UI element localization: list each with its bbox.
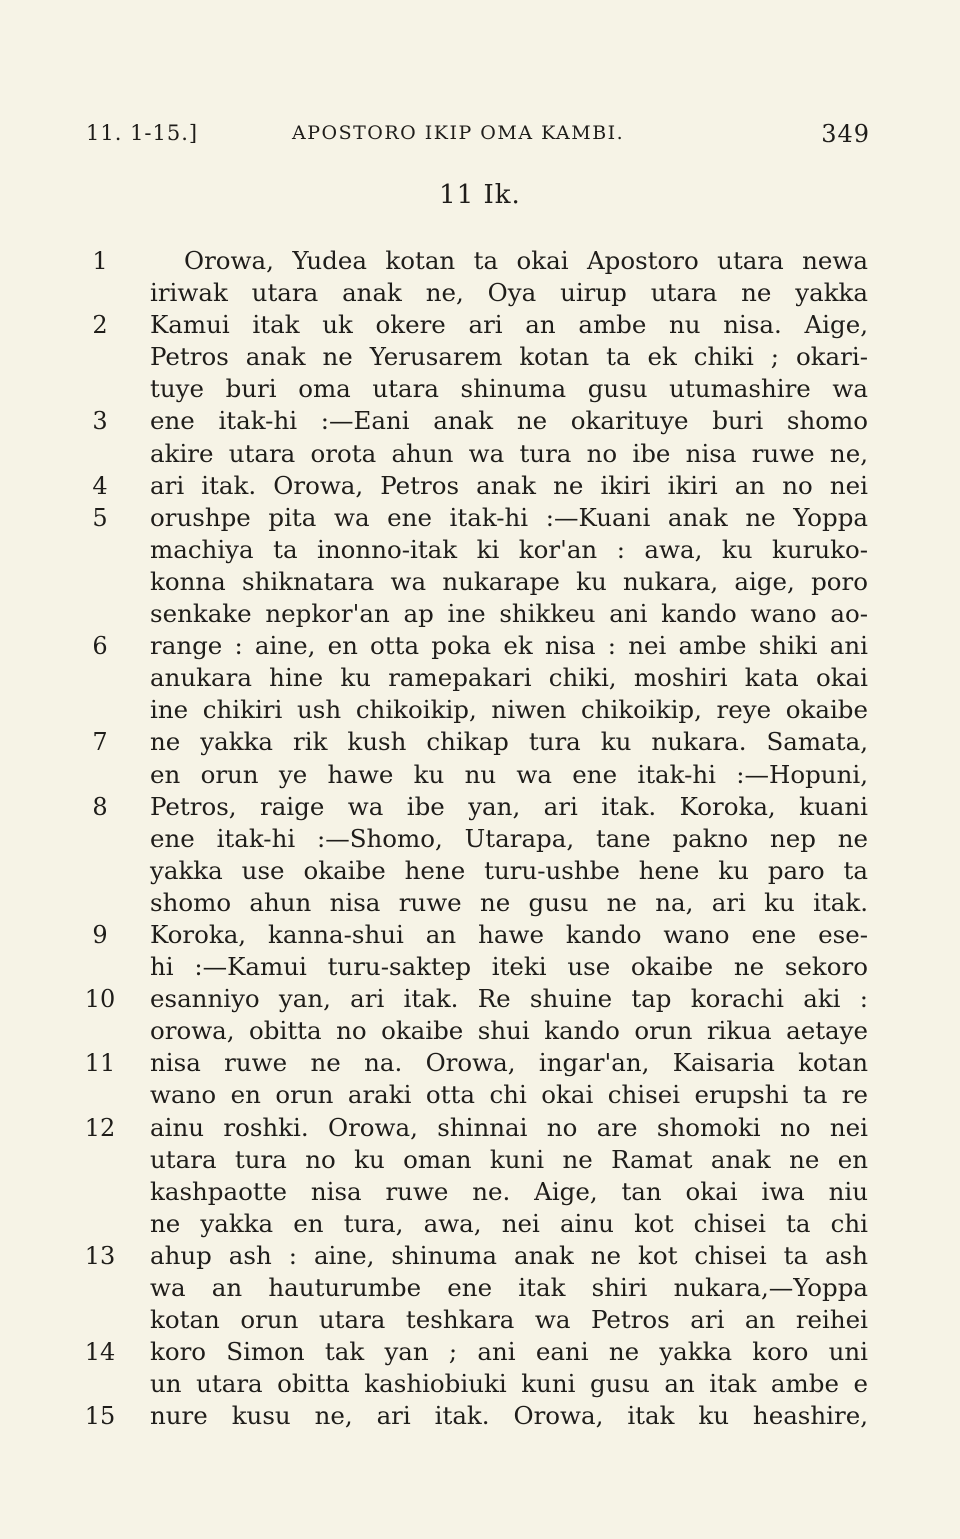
line-text: ene itak-hi :—Shomo, Utarapa, tane pakno nep ne bbox=[150, 823, 868, 853]
verse-number: 9 bbox=[92, 920, 108, 949]
line-text: anukara hine ku ramepakari chiki, moshiri kata okai bbox=[150, 663, 868, 693]
text-line bbox=[80, 1112, 880, 1144]
text-line bbox=[80, 1015, 880, 1047]
line-text: range : aine, en otta poka ek nisa : nei ambe shiki ani bbox=[150, 631, 868, 661]
line-text: wa an hauturumbe ene itak shiri nukara,—Yoppa bbox=[150, 1273, 868, 1302]
verse-number: 7 bbox=[92, 728, 108, 757]
text-line bbox=[80, 405, 880, 437]
text-line bbox=[80, 983, 880, 1015]
text-line bbox=[80, 373, 880, 405]
text-line bbox=[80, 277, 880, 309]
line-text: nure kusu ne, ari itak. Orowa, itak ku heashire, bbox=[150, 1401, 868, 1431]
running-title: APOSTORO IKIP OMA KAMBI. bbox=[292, 122, 625, 144]
text-line bbox=[80, 1304, 880, 1336]
text-line bbox=[80, 630, 880, 662]
text-line bbox=[80, 566, 880, 598]
chapter-heading: 11 Ik. bbox=[439, 180, 521, 210]
line-text: ne yakka rik kush chikap tura ku nukara. Samata, bbox=[150, 727, 868, 757]
page-number: 349 bbox=[821, 120, 870, 148]
running-header bbox=[86, 121, 870, 151]
line-text: ahup ash : aine, shinuma anak ne kot chisei ta ash bbox=[150, 1240, 868, 1270]
text-line bbox=[80, 1368, 880, 1400]
line-text: Petros anak ne Yerusarem kotan ta ek chiki ; okari- bbox=[150, 342, 868, 372]
line-text: Koroka, kanna-shui an hawe kando wano ene ese- bbox=[150, 919, 868, 949]
line-text: senkake nepkor'an ap ine shikkeu ani kando wano ao- bbox=[150, 599, 868, 629]
line-text: koro Simon tak yan ; ani eani ne yakka koro uni bbox=[150, 1337, 868, 1367]
line-text: esanniyo yan, ari itak. Re shuine tap korachi aki : bbox=[150, 984, 868, 1014]
text-line bbox=[80, 726, 880, 758]
verse-number: 8 bbox=[92, 792, 108, 821]
verse-number: 12 bbox=[84, 1113, 116, 1142]
line-text: Petros, raige wa ibe yan, ari itak. Koroka, kuani bbox=[150, 791, 868, 821]
verse-number: 4 bbox=[92, 471, 108, 500]
text-line bbox=[80, 855, 880, 887]
line-text: ari itak. Orowa, Petros anak ne ikiri ikiri an no nei bbox=[150, 470, 868, 500]
line-text: akire utara orota ahun wa tura no ibe nisa ruwe ne, bbox=[150, 438, 868, 468]
text-line bbox=[80, 1336, 880, 1368]
line-text: ainu roshki. Orowa, shinnai no are shomoki no nei bbox=[150, 1112, 868, 1142]
line-text: un utara obitta kashiobiuki kuni gusu an itak ambe e bbox=[150, 1369, 868, 1399]
verse-number: 1 bbox=[92, 247, 108, 275]
text-line bbox=[80, 694, 880, 726]
text-line bbox=[80, 662, 880, 694]
text-line bbox=[80, 759, 880, 791]
line-text: kashpaotte nisa ruwe ne. Aige, tan okai iwa niu bbox=[150, 1176, 868, 1206]
verse-number: 14 bbox=[84, 1338, 116, 1367]
line-text: kotan orun utara teshkara wa Petros ari an reihei bbox=[150, 1305, 868, 1335]
verse-number: 5 bbox=[92, 503, 108, 532]
line-text: tuye buri oma utara shinuma gusu utumashire wa bbox=[150, 374, 868, 404]
text-body bbox=[80, 245, 880, 1432]
text-line bbox=[80, 534, 880, 566]
line-text: iriwak utara anak ne, Oya uirup utara ne yakka bbox=[150, 278, 868, 308]
line-text: hi :—Kamui turu-saktep iteki use okaibe ne sekoro bbox=[150, 952, 868, 982]
text-line bbox=[80, 919, 880, 951]
text-line bbox=[80, 341, 880, 373]
text-line bbox=[80, 887, 880, 919]
verse-number: 10 bbox=[84, 985, 116, 1014]
line-text: en orun ye hawe ku nu wa ene itak-hi :—Hopuni, bbox=[150, 759, 868, 789]
text-line bbox=[80, 1240, 880, 1272]
text-line bbox=[80, 1272, 880, 1304]
line-text: ne yakka en tura, awa, nei ainu kot chisei ta chi bbox=[150, 1208, 868, 1238]
line-text: nisa ruwe ne na. Orowa, ingar'an, Kaisaria kotan bbox=[150, 1048, 868, 1078]
text-line bbox=[80, 1400, 880, 1432]
line-text: ine chikiri ush chikoikip, niwen chikoikip, reye okaibe bbox=[150, 695, 868, 725]
text-line bbox=[80, 309, 880, 341]
text-line bbox=[80, 598, 880, 630]
verse-number: 11 bbox=[84, 1049, 116, 1078]
text-line bbox=[80, 1047, 880, 1079]
text-line bbox=[80, 1079, 880, 1111]
text-line bbox=[80, 438, 880, 470]
line-text: utara tura no ku oman kuni ne Ramat anak ne en bbox=[150, 1144, 868, 1174]
line-text: yakka use okaibe hene turu-ushbe hene ku paro ta bbox=[150, 855, 868, 885]
text-line bbox=[80, 1176, 880, 1208]
verse-number: 13 bbox=[84, 1241, 116, 1270]
line-text: Kamui itak uk okere ari an ambe nu nisa. Aige, bbox=[150, 310, 868, 340]
text-line bbox=[80, 245, 880, 277]
line-text: wano en orun araki otta chi okai chisei erupshi ta re bbox=[150, 1080, 868, 1110]
line-text: ene itak-hi :—Eani anak ne okarituye buri shomo bbox=[150, 406, 868, 436]
text-line bbox=[80, 823, 880, 855]
chapter-verse-range: 11. 1-15.] bbox=[86, 121, 199, 145]
line-text: orowa, obitta no okaibe shui kando orun rikua aetaye bbox=[150, 1016, 868, 1046]
text-line bbox=[80, 1208, 880, 1240]
verse-number: 6 bbox=[92, 632, 108, 661]
text-line bbox=[80, 791, 880, 823]
line-text: machiya ta inonno-itak ki kor'an : awa, ku kuruko- bbox=[150, 534, 868, 564]
line-text: Orowa, Yudea kotan ta okai Apostoro utara newa bbox=[184, 246, 868, 275]
line-text: orushpe pita wa ene itak-hi :—Kuani anak ne Yoppa bbox=[150, 502, 868, 532]
line-text: shomo ahun nisa ruwe ne gusu ne na, ari ku itak. bbox=[150, 887, 868, 917]
verse-number: 2 bbox=[92, 311, 108, 340]
text-line bbox=[80, 502, 880, 534]
text-line bbox=[80, 1144, 880, 1176]
text-line bbox=[80, 470, 880, 502]
text-line bbox=[80, 951, 880, 983]
line-text: konna shiknatara wa nukarape ku nukara, aige, poro bbox=[150, 566, 868, 596]
verse-number: 15 bbox=[84, 1402, 116, 1431]
verse-number: 3 bbox=[92, 407, 108, 436]
